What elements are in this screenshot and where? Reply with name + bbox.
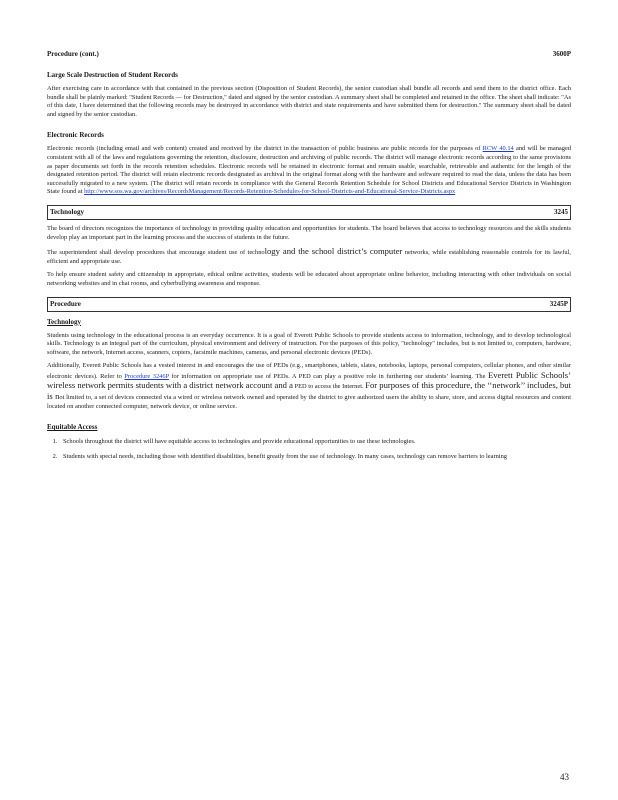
- header-title: Procedure: [50, 299, 81, 308]
- procedure-3246p-link[interactable]: Procedure 3246P: [124, 372, 169, 380]
- list-item: 2. Students with special needs, including those with identified disabilities, benefit greatly from the use of technology. In many cases, technology can remove barriers to learning: [59, 453, 571, 462]
- ped-text-b: for information on appropriate use of PEDs. A PED can play a positive role in furthering our students’ learning. The: [171, 372, 486, 380]
- ped-text-big: Everett Public Schools’ wireless network permits students with a district network account and a: [47, 369, 571, 391]
- tech-policy-text-a: The superintendent shall develop procedures that encourage student use of techno: [47, 249, 265, 257]
- tech-policy-text-big: logy and the school district’s computer: [264, 246, 403, 257]
- technology-procedure-header: [47, 297, 571, 312]
- large-scale-paragraph: After exercising care in accordance with that contained in the previous section (Disposition of Student Records), the senior custodian shall bundle all records and send them to the district office. Each bundle shall be plainly marked: "Student Records — for Destruction," dated and signed by the senior custodian. A summary sheet shall be completed and retained in the office. The sheet shall indicate: "As of this date, I have determined that the following records may be destroyed in accordance with district and state requirements and have submitted them for destruction." The summary sheet shall be dated and signed by the senior custodian.: [47, 85, 571, 118]
- section-title-equitable-access: Equitable Access: [47, 423, 98, 432]
- ped-text-big-2: For purposes of this procedure, the ‘‘network’’ includes, but is n: [47, 380, 571, 402]
- tech-policy-text-b: networks, while establishing reasonable controls for its lawful, efficient and appropriate use.: [47, 249, 571, 265]
- document-page: [47, 50, 571, 467]
- ped-text-a: Additionally, Everett Public Schools has a vested interest in and encourages the use of PEDs (e.g., smartphones, tablets, slates, notebooks, laptops, personal computers, cellular phones, and other similar electronic devices). Refer to: [47, 362, 571, 380]
- header-code: 3245: [554, 207, 568, 216]
- ped-text-c: PED to access the Internet.: [294, 383, 364, 391]
- header-title: Procedure (cont.): [47, 50, 99, 58]
- header-code: 3600P: [552, 50, 571, 58]
- ped-text-d: ot limited to, a set of devices connected via a wired or wireless network owned and operated by the district to give authorized users the ability to share, store, and access digital resources and content located on another connected computer, network device, or online service.: [47, 394, 571, 410]
- header-code: 3245P: [549, 299, 568, 308]
- section-title-electronic: Electronic Records: [47, 131, 104, 140]
- electronic-text-a: Electronic records (including email and web content) created and received by the district in the transaction of public business are public records for the purposes of: [47, 145, 481, 153]
- records-retention-link[interactable]: http://www.sos.wa.gov/archives/RecordsManagement/Records-Retention-Schedules-for-School-Districts-and-Educational-Service-Districts.aspx: [84, 188, 456, 196]
- tech-procedure-paragraph-2: [47, 362, 571, 411]
- rcw-link[interactable]: RCW 40.14: [482, 145, 514, 153]
- electronic-paragraph: [47, 145, 571, 197]
- technology-policy-header: [47, 205, 571, 220]
- header-title: Technology: [50, 207, 84, 216]
- procedure-header: [47, 50, 571, 59]
- page-number: 43: [560, 772, 569, 782]
- equitable-access-list: [47, 438, 571, 461]
- tech-procedure-paragraph-1: Students using technology in the educational process is an everyday occurrence. It is a goal of Everett Public Schools to provide students access to information, technology, and to develop technological skills. Technology is an integral part of the curriculum, physical environment and delivery of instruction. For the purposes of this policy, "technology" includes, but is not limited to, computers, hardware, software, the network, Internet access, scanners, copiers, facsimile machines, cameras, and personal electronic devices (PEDs).: [47, 331, 571, 356]
- electronic-text-b: and will be managed consistent with all of the laws and regulations governing the retention, disclosure, destruction and archiving of public records. The district will manage electronic records according to the same provisions as paper documents set forth in the records retention schedules. Electronic records will be retained in electronic format and remain usable, searchable, retrievable and authentic for the length of the designated retention period. The district will retain electronic records designated as archival in the original format along with the hardware and software required to read the data, unless the data has been successfully migrated to a new system. (The district will retain records in compliance with the General Records Retention Schedule for School Districts and Educational Service Districts in Washington State found at: [47, 145, 571, 196]
- tech-policy-paragraph-1: The board of directors recognizes the importance of technology in providing quality education and opportunities for students. The board believes that access to technology resources and the skills students develop play an important part in the learning process and the success of students in the future.: [47, 224, 571, 241]
- section-title-technology: Technology: [47, 317, 81, 326]
- tech-policy-paragraph-2: [47, 247, 571, 266]
- section-title-large-scale: Large Scale Destruction of Student Records: [47, 71, 178, 79]
- tech-policy-paragraph-3: To help ensure student safety and citizenship in appropriate, ethical online activities, students will be educated about appropriate online behavior, including interacting with other individuals on social networking websites and in chat rooms, and cyberbullying awareness and response.: [47, 271, 571, 287]
- list-item: 1. Schools throughout the district will have equitable access to technologies and provide educational opportunities to use these technologies.: [59, 438, 571, 447]
